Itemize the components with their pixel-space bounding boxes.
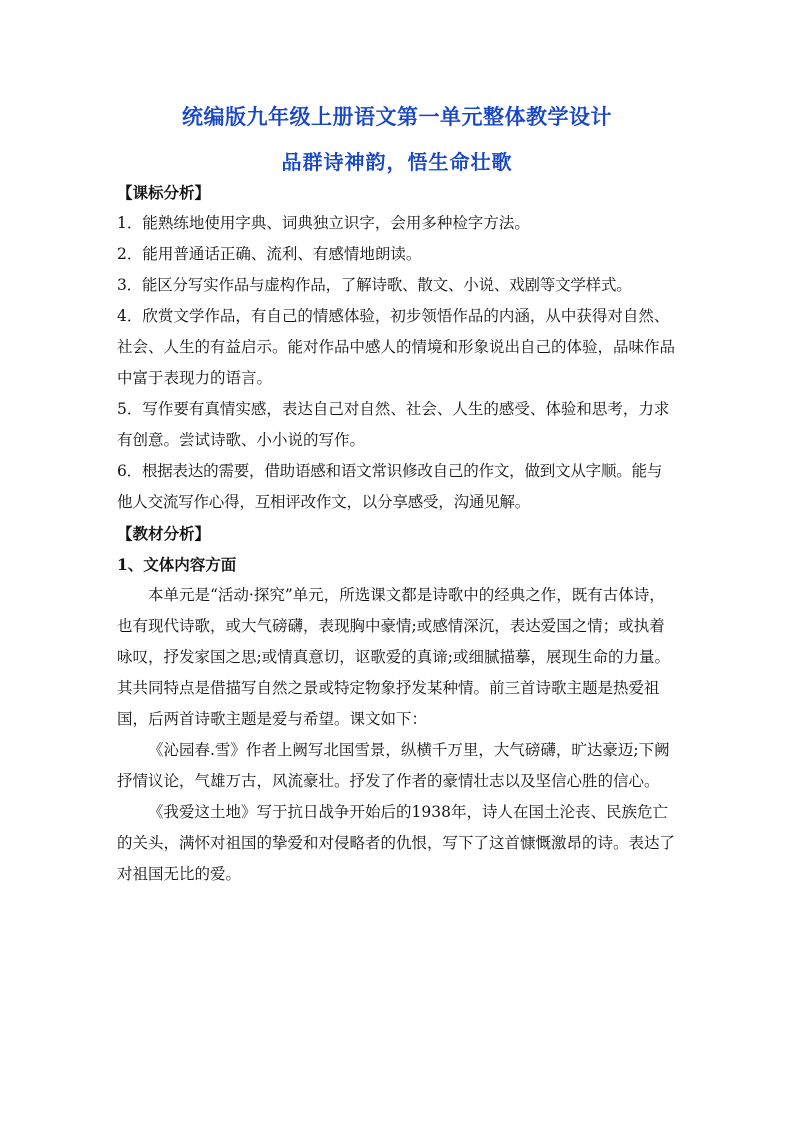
textbook-paragraph-1: 本单元是“活动·探究”单元，所选课文都是诗歌中的经典之作，既有古体诗，也有现代诗歌，或大气磅礴，表现胸中豪情;或感情深沉，表达爱国之情；或执着咏叹，抒发家国之思;或情真意切，讴歌爱的真谛;或细腻描摹，展现生命的力量。其共同特点是借描写自然之景或特定物象抒发某种情。前三首诗歌主题是热爱祖国，后两首诗歌主题是爱与希望。课文如下： xyxy=(117,586,670,728)
section-heading-curriculum: 【课标分析】 xyxy=(117,183,211,202)
curriculum-item-6: 6．根据表达的需要，借助语感和语文常识修改自己的作文，做到文从字顺。能与他人交流写作心得，互相评改作文，以分享感受，沟通见解。 xyxy=(117,462,663,511)
subsection-heading-genre: 1、文体内容方面 xyxy=(117,555,237,574)
textbook-paragraph-2: 《沁园春.雪》作者上阙写北国雪景，纵横千万里，大气磅礴，旷达豪迈;下阙抒情议论，气雄万古，风流豪壮。抒发了作者的豪情壮志以及坚信心胜的信心。 xyxy=(117,741,670,790)
textbook-paragraph-3: 《我爱这土地》写于抗日战争开始后的1938年，诗人在国土沦丧、民族危亡的关头，满怀对祖国的挚爱和对侵略者的仇恨，写下了这首慷慨激昂的诗。表达了对祖国无比的爱。 xyxy=(117,803,676,883)
document-body xyxy=(117,177,677,890)
document-subtitle: 品群诗神韵，悟生命壮歌 xyxy=(281,150,513,174)
curriculum-item-5: 5．写作要有真情实感，表达自己对自然、社会、人生的感受、体验和思考，力求有创意。尝试诗歌、小小说的写作。 xyxy=(117,400,670,449)
curriculum-item-1: 1．能熟练地使用字典、词典独立识字，会用多种检字方法。 xyxy=(117,214,530,232)
curriculum-item-2: 2．能用普通话正确、流利、有感情地朗读。 xyxy=(117,245,422,263)
section-heading-textbook: 【教材分析】 xyxy=(117,524,211,543)
document-title: 统编版九年级上册语文第一单元整体教学设计 xyxy=(182,105,612,129)
curriculum-item-3: 3．能区分写实作品与虚构作品，了解诗歌、散文、小说、戏剧等文学样式。 xyxy=(117,276,632,294)
curriculum-item-4: 4．欣赏文学作品，有自己的情感体验，初步领悟作品的内涵，从中获得对自然、社会、人生的有益启示。能对作品中感人的情境和形象说出自己的体验，品味作品中富于表现力的语言。 xyxy=(117,307,676,387)
